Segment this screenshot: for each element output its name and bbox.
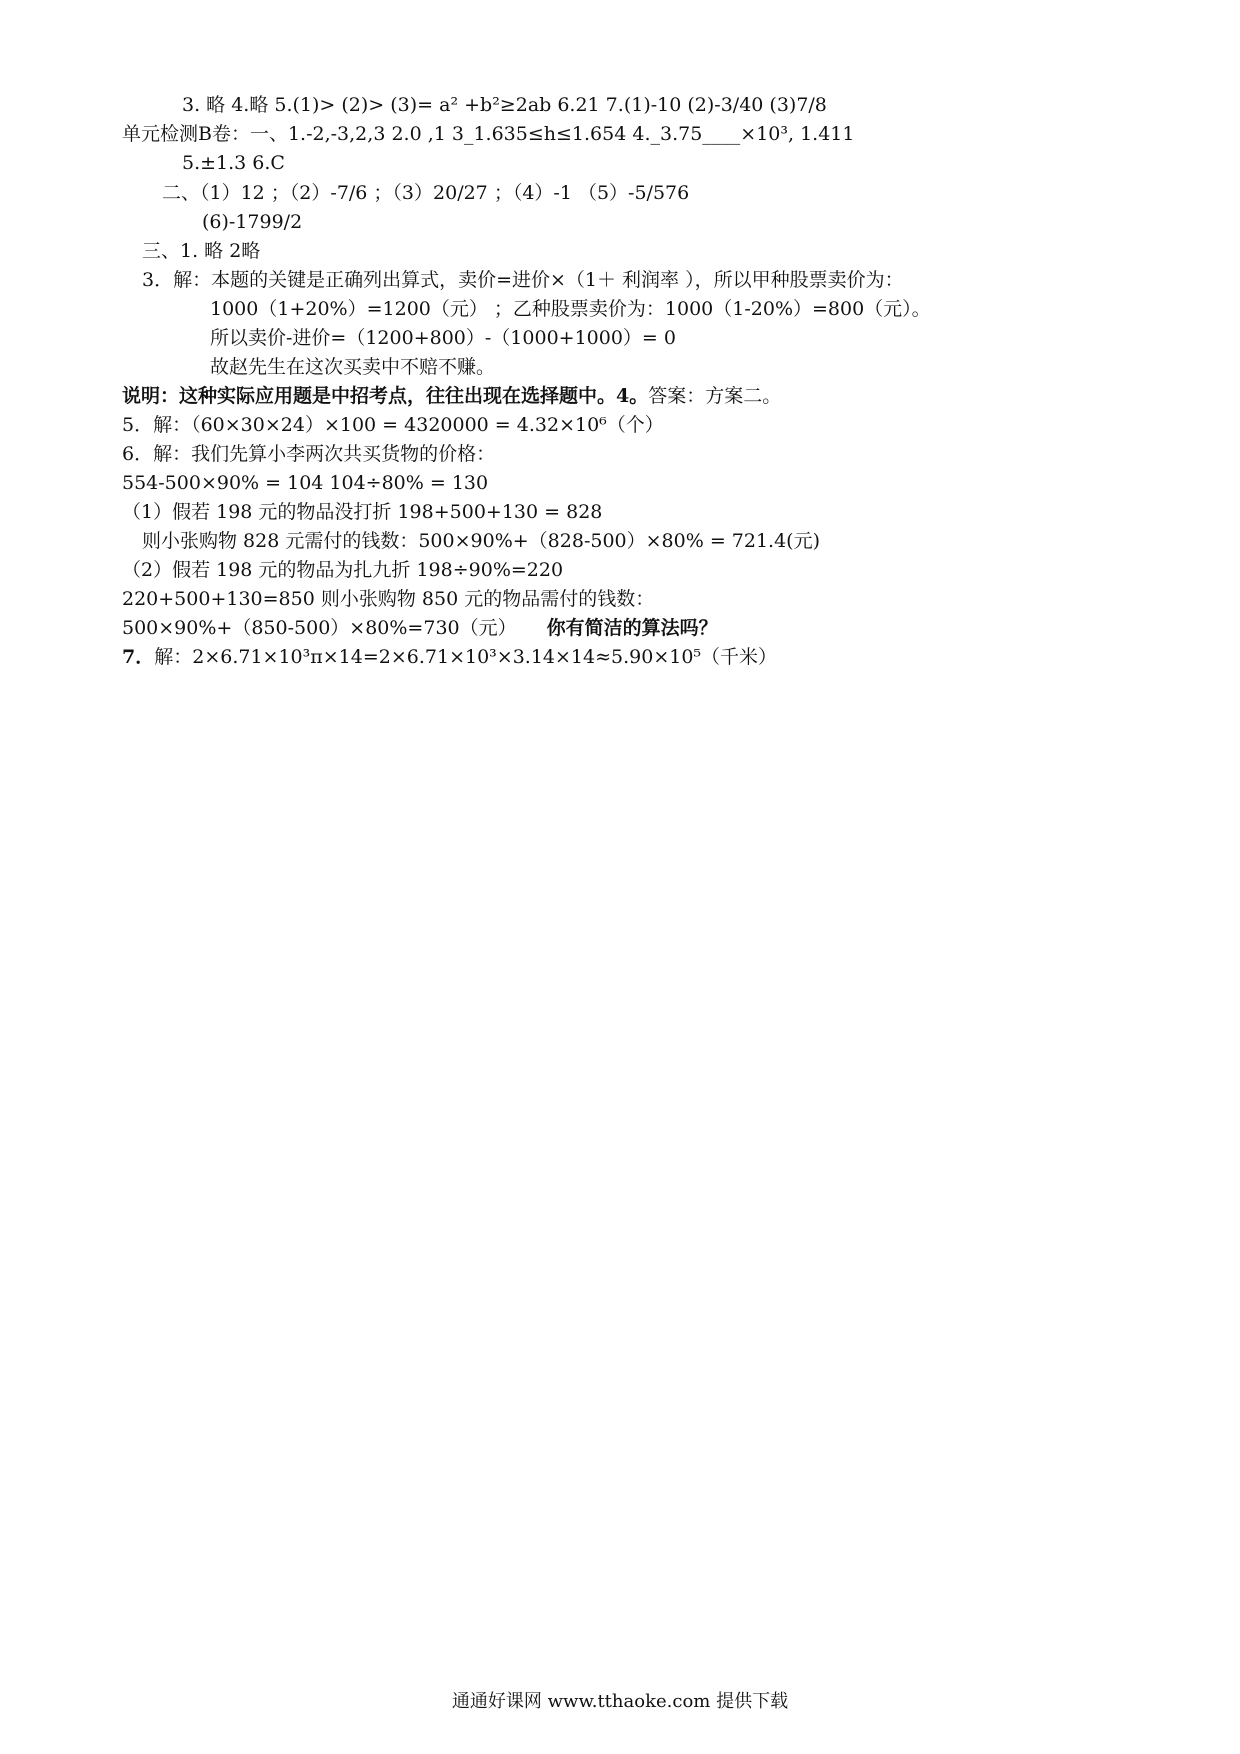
solution-3-calc-2: 所以卖价-进价=（1200+800）-（1000+1000）= 0 xyxy=(210,327,676,349)
solution-6-calc-1: 554-500×90% = 104 104÷80% = 130 xyxy=(122,472,489,494)
solution-6-case-2-calc: 220+500+130=850 则小张购物 850 元的物品需付的钱数： xyxy=(122,588,655,610)
solution-6-line: 6．解：我们先算小李两次共买货物的价格： xyxy=(122,443,496,465)
answer-line-1: 3. 略 4.略 5.(1)> (2)> (3)= a² +b²≥2ab 6.21 7.(1)-10 (2)-3/40 (3)7/8 xyxy=(182,94,827,116)
unit-test-b-header: 单元检测B卷：一、1.-2,-3,2,3 2.0 ,1 3_1.635≤h≤1.654 4._3.75____×10³, 1.411 xyxy=(122,123,855,145)
solution-6-case-2: （2）假若 198 元的物品为扎九折 198÷90%=220 xyxy=(122,559,564,581)
solution-7-line xyxy=(122,644,777,670)
note-line xyxy=(122,383,781,409)
solution-3-calc-1: 1000（1+20%）=1200（元） ；乙种股票卖价为：1000（1-20%）=800（元）。 xyxy=(210,298,931,320)
solution-7-number: 7． xyxy=(122,646,155,668)
answer-line-3: 5.±1.3 6.C xyxy=(182,152,285,174)
question-bold-text: 你有简洁的算法吗？ xyxy=(546,617,718,639)
solution-6-case-2-result xyxy=(122,615,718,641)
solution-3-conclusion: 故赵先生在这次买卖中不赔不赚。 xyxy=(210,356,496,378)
page-footer: 通通好课网 www.tthaoke.com 提供下载 xyxy=(451,1691,789,1712)
section-two-line: 二、（1）12 ；（2）-7/6 ；（3）20/27 ；（4）-1 （5）-5/576 xyxy=(162,182,690,204)
solution-6-result-text: 500×90%+（850-500）×80%=730（元） xyxy=(122,617,517,639)
solution-3-line: 3．解：本题的关键是正确列出算式，卖价=进价×（1＋ 利润率 ），所以甲种股票卖价为： xyxy=(142,269,904,291)
solution-6-case-1: （1）假若 198 元的物品没打折 198+500+130 = 828 xyxy=(122,501,603,523)
solution-6-case-1-result: 则小张购物 828 元需付的钱数：500×90%+（828-500）×80% = 721.4(元) xyxy=(142,530,820,552)
solution-7-text: 解：2×6.71×10³π×14=2×6.71×10³×3.14×14≈5.90×10⁵（千米） xyxy=(154,646,778,668)
note-answer-text: 答案：方案二。 xyxy=(648,385,782,407)
solution-5-line: 5．解：（60×30×24）×100 = 4320000 = 4.32×10⁶（个） xyxy=(122,414,664,436)
section-three-line: 三、1. 略 2略 xyxy=(142,240,261,262)
note-bold-text: 说明：这种实际应用题是中招考点，往往出现在选择题中。4。 xyxy=(122,385,649,407)
section-two-cont: (6)-1799/2 xyxy=(202,211,303,233)
